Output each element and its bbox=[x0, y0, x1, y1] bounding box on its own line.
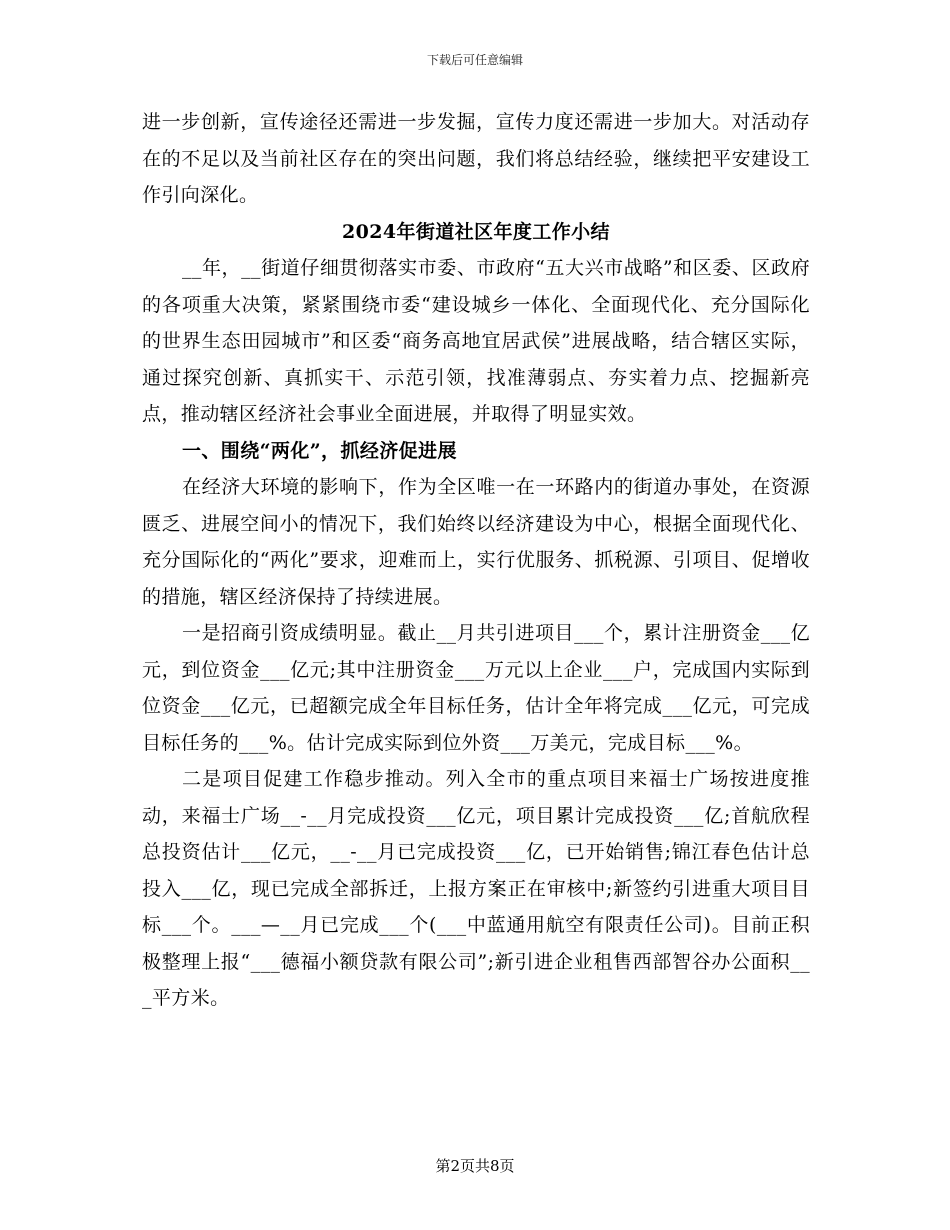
intro-paragraph: 进一步创新，宣传途径还需进一步发掘，宣传力度还需进一步加大。对活动存在的不足以及当前社区存在的突出问题，我们将总结经验，继续把平安建设工作引向深化。 bbox=[142, 111, 810, 206]
section-1-paragraph-1: 在经济大环境的影响下，作为全区唯一在一环路内的街道办事处，在资源匮乏、进展空间小的情况下，我们始终以经济建设为中心，根据全面现代化、充分国际化的“两化”要求，迎难而上，实行优服务、抓税源、引项目、促增收的措施，辖区经济保持了持续进展。 bbox=[142, 476, 810, 608]
document-body bbox=[142, 104, 810, 1017]
section-1-paragraph-3: 二是项目促建工作稳步推动。列入全市的重点项目来福士广场按进度推动，来福士广场__-__月完成投资___亿元，项目累计完成投资___亿;首航欣程总投资估计___亿元，__-__月已完成投资___亿，已开始销售;锦江春色估计总投入___亿，现已完成全部拆迁，上报方案正在审核中;新签约引进重大项目目标___个。___—__月已完成___个(___中蓝通用航空有限责任公司)。目前正积极整理上报“___德福小额贷款有限公司”;新引进企业租售西部智谷办公面积___平方米。 bbox=[142, 768, 810, 1009]
section-1-paragraph-2: 一是招商引资成绩明显。截止__月共引进项目___个，累计注册资金___亿元，到位资金___亿元;其中注册资金___万元以上企业___户，完成国内实际到位资金___亿元，已超额完成全年目标任务，估计全年将完成___亿元，可完成目标任务的___%。估计完成实际到位外资___万美元，完成目标___%。 bbox=[142, 622, 810, 754]
document-title: 2024年街道社区年度工作小结 bbox=[342, 220, 610, 243]
page-header-note: 下载后可任意编辑 bbox=[426, 53, 523, 67]
body-paragraph-1: __年，__街道仔细贯彻落实市委、市政府“五大兴市战略”和区委、区政府的各项重大决策，紧紧围绕市委“建设城乡一体化、全面现代化、充分国际化的世界生态田园城市”和区委“商务高地宜居武侯”进展战略，结合辖区实际，通过探究创新、真抓实干、示范引领，找准薄弱点、夯实着力点、挖掘新亮点，推动辖区经济社会事业全面进展，并取得了明显实效。 bbox=[142, 257, 810, 425]
page-number-indicator: 第2页共8页 bbox=[435, 1157, 515, 1175]
section-1-heading: 一、围绕“两化”，抓经济促进展 bbox=[182, 439, 457, 462]
